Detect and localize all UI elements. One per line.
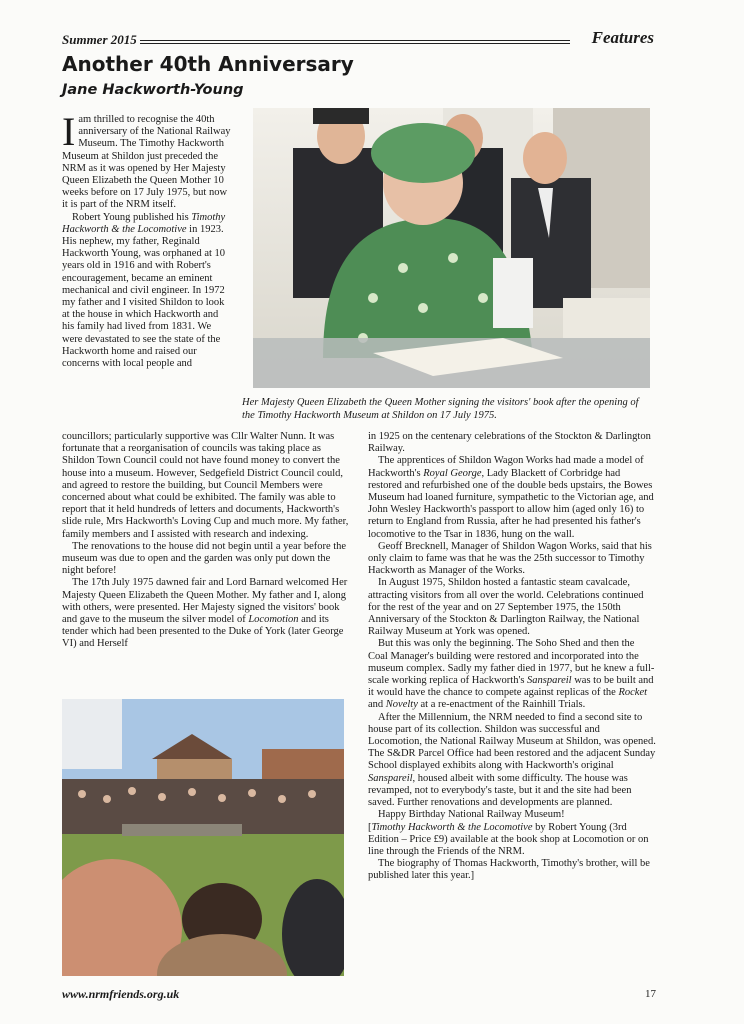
paragraph-9: After the Millennium, the NRM needed to find a second site to house part of its collection. Shildon was successful and Locomotion, the National Railway Museum at Shildon, was opened. The S&DR Parcel Office had been restored and the adjacent Sunday School displayed exhibits along with Hackworth's original Sanspareil, housed albeit with some difficulty. The house was revamped, not to everybody's taste, but it and the site had been saved. Further renovations and developments are planned. [368,711,656,809]
crowd-opening-photo [62,699,344,976]
photo-caption: Her Majesty Queen Elizabeth the Queen Mother signing the visitors' book after the opening of the Timothy Hackworth Museum at Shildon on 17 July 1975. [242,397,639,421]
paragraph-7: In August 1975, Shildon hosted a fantastic steam cavalcade, attracting visitors from all over the world. Celebrations continued for the rest of the year and on 27 September 1975, the 150th Anniversary of the Stockton & Darlington Railway, the National Railway Museum at York was opened. [368,577,644,638]
header-rule [140,40,570,44]
column-left-bottom [62,431,350,651]
biography-note: The biography of Thomas Hackworth, Timothy's brother, will be published later this year.] [368,858,650,882]
page-header [62,30,654,52]
paragraph-4-continued: in 1925 on the centenary celebrations of the Stockton & Darlington Railway. [368,431,651,455]
book-note: [Timothy Hackworth & the Locomotive by Robert Young (3rd Edition – Price £9) available at the book shop at Locomotion or on line through the Friends of the NRM. [368,821,649,857]
issue-label: Summer 2015 [62,32,137,47]
queen-mother-signing-photo [253,108,650,388]
footer-url: www.nrmfriends.org.uk [62,987,180,1001]
paragraph-2-continued: councillors; particularly supportive was Cllr Walter Nunn. It was fortunate that a reorganisation of councils was taking place as Shildon Town Council could not have found money to convert the house into a museum. However, Sedgefield District Council could, and agreed to restore the building, but Council Members were concerned about what could be exhibited. The family was able to report that it held hundreds of letters and documents, Hackworth's slide rule, Mrs Hackworth's Loving Cup and much more. My father, family members and I assisted with research and indexing. [62,431,349,540]
paragraph-3: The renovations to the house did not begin until a year before the museum was due to open and the garden was only put down the night before! [62,540,347,577]
article-title: Another 40th Anniversary [62,52,354,76]
paragraph-10: Happy Birthday National Railway Museum! [378,809,565,821]
column-left-top [62,109,232,370]
paragraph-5: The apprentices of Shildon Wagon Works had made a model of Hackworth's Royal George, Lady Blackett of Corbridge had restored and refurbished one of the double beds upstairs, the Bowes Museum had loaned furniture, sympathetic to the Victorian age, and John Wesley Hackworth's passport to allow him (aged only 16) to return to England from Russia, after he had presented his father's locomotive to the Tsar in 1836, hung on the wall. [368,455,654,540]
drop-cap: I [62,109,76,154]
article-author: Jane Hackworth-Young [62,82,244,98]
paragraph-6: Geoff Brecknell, Manager of Shildon Wagon Works, said that his only claim to fame was that he was the 25th successor to Timothy Hackworth as Manager of the Works. [368,540,652,577]
paragraph-2: Robert Young published his Timothy Hackworth & the Locomotive in 1923. His nephew, my father, Reginald Hackworth Young, was orphaned at 10 years old in 1916 and with Robert's encouragement, became an eminent mechanical and civil engineer. In 1972 my father and I visited Shildon to look at the house in which Hackworth and his family had lived from 1831. We were devastated to see the state of the Hackworth home and raised our concerns with local people and [62,211,226,370]
section-label: Features [591,28,654,47]
paragraph-8: But this was only the beginning. The Soho Shed and then the Coal Manager's building were restored and incorporated into the museum complex. Sadly my father died in 1977, but he knew a full-scale working replica of Hackworth's Sanspareil was to be built and it would have the chance to compete against replicas of the Rocket and Novelty at a re-enactment of the Rainhill Trials. [368,638,655,711]
paragraph-4: The 17th July 1975 dawned fair and Lord Barnard welcomed Her Majesty Queen Elizabeth the Queen Mother. My father and I, along with others, were presented. Her Majesty signed the visitors' book and gave to the museum the silver model of Locomotion and its tender which had been presented to the Duke of York (later George VI) and Herself [62,577,348,650]
paragraph-1: Iam thrilled to recognise the 40th anniversary of the National Railway Museum. The Timothy Hackworth Museum at Shildon just preceded the NRM as it was opened by Her Majesty Queen Elizabeth the Queen Mother 10 weeks before on 17 July 1975, but now it is part of the NRM itself. [62,109,231,211]
page-number: 17 [645,988,656,1000]
column-right [368,431,656,883]
